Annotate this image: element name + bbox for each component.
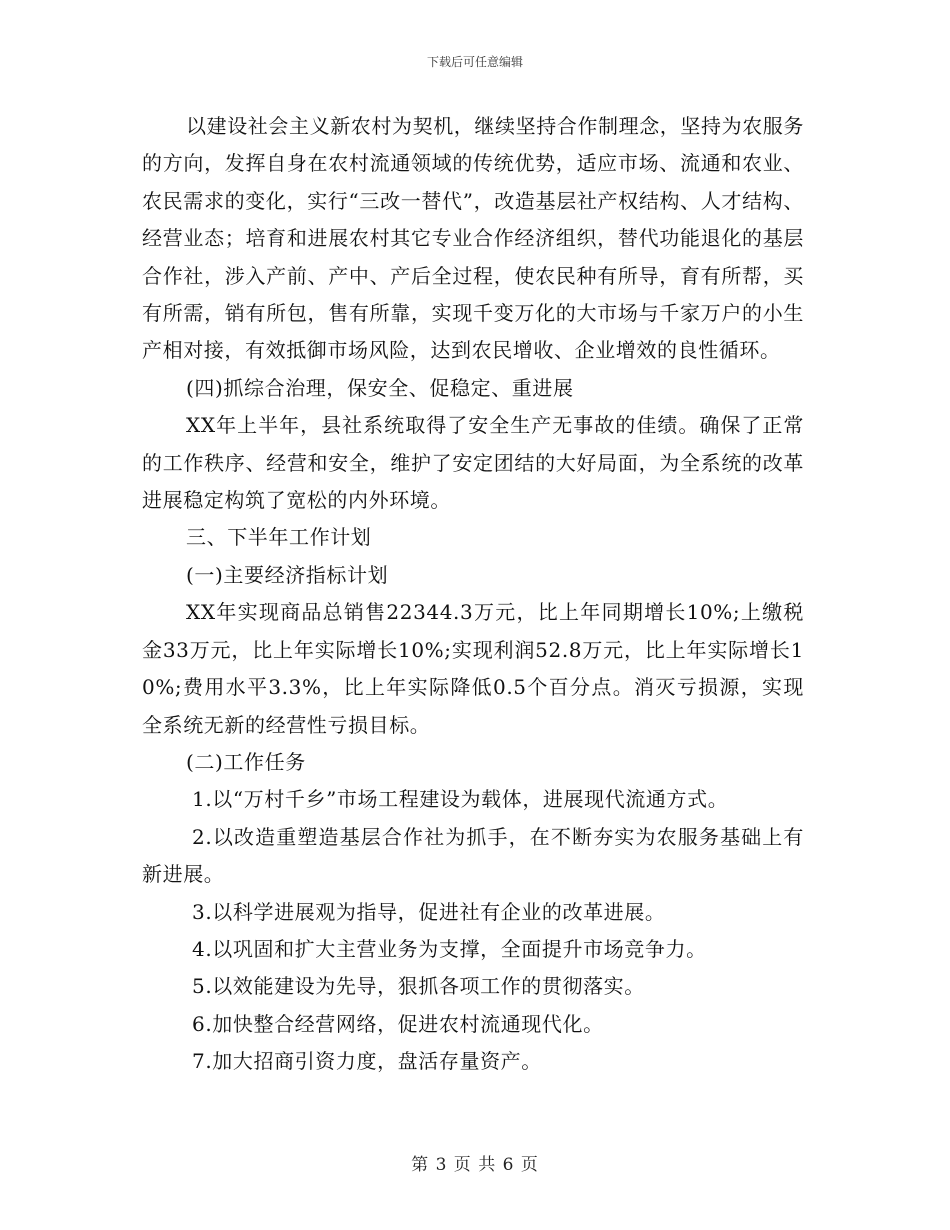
subsection-heading-1: (一)主要经济指标计划 [186, 562, 389, 587]
section-heading-4: (四)抓综合治理，保安全、促稳定、重进展 [186, 375, 574, 400]
page-header-note: 下载后可任意编辑 [426, 55, 523, 69]
task-item-5: 5.以效能建设为先导，狠抓各项工作的贯彻落实。 [192, 974, 645, 999]
paragraph-economic-targets: XX年实现商品总销售22344.3万元，比上年同期增长10%;上缴税金33万元，比上年实际增长10%;实现利润52.8万元，比上年实际增长10%;费用水平3.3%，比上年实际降低0.5个百分点。消灭亏损源，实现全系统无新的经营性亏损目标。 [142, 600, 804, 737]
task-item-7: 7.加大招商引资力度，盘活存量资产。 [192, 1049, 542, 1074]
paragraph-safety-results: XX年上半年，县社系统取得了安全生产无事故的佳绩。确保了正常的工作秩序、经营和安全，维护了安定团结的大好局面，为全系统的改革进展稳定构筑了宽松的内外环境。 [142, 413, 804, 513]
task-item-2: 2.以改造重塑造基层合作社为抓手，在不断夯实为农服务基础上有新进展。 [142, 824, 804, 887]
page-number: 第 3 页 共 6 页 [411, 1155, 539, 1175]
document-body [142, 108, 804, 1081]
task-item-1: 1.以“万村千乡”市场工程建设为载体，进展现代流通方式。 [192, 787, 729, 812]
task-item-4: 4.以巩固和扩大主营业务为支撑，全面提升市场竞争力。 [192, 936, 707, 961]
task-item-6: 6.加快整合经营网络，促进农村流通现代化。 [192, 1011, 604, 1036]
task-item-3: 3.以科学进展观为指导，促进社有企业的改革进展。 [192, 899, 666, 924]
subsection-heading-2: (二)工作任务 [186, 749, 306, 774]
section-heading-3: 三、下半年工作计划 [186, 525, 372, 550]
paragraph-new-countryside: 以建设社会主义新农村为契机，继续坚持合作制理念，坚持为农服务的方向，发挥自身在农村流通领域的传统优势，适应市场、流通和农业、农民需求的变化，实行“三改一替代”，改造基层社产权结构、人才结构、经营业态；培育和进展农村其它专业合作经济组织，替代功能退化的基层合作社，涉入产前、产中、产后全过程，使农民种有所导，育有所帮，买有所需，销有所包，售有所靠，实现千变万化的大市场与千家万户的小生产相对接，有效抵御市场风险，达到农民增收、企业增效的良性循环。 [142, 114, 804, 363]
